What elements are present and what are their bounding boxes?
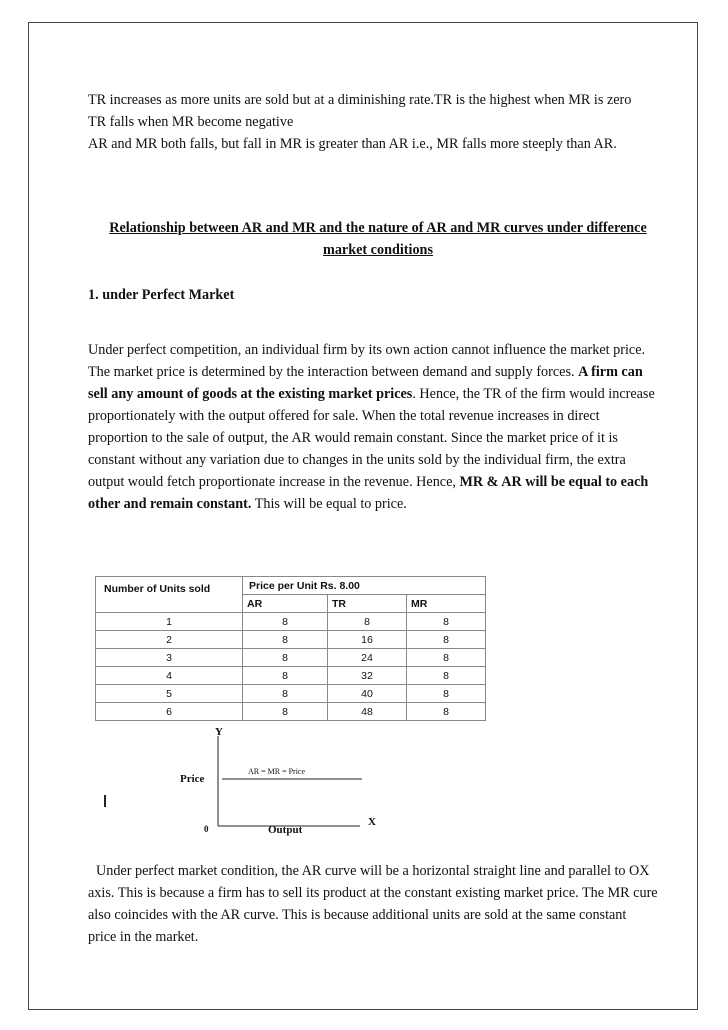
body-part-3: This will be equal to price. <box>251 496 407 512</box>
table-row <box>96 631 486 649</box>
table-cell: 8 <box>407 667 486 685</box>
table-cell: 8 <box>243 703 328 721</box>
intro-text <box>88 89 658 155</box>
header-tr: TR <box>328 595 407 613</box>
body-part-1: Under perfect competition, an individual firm by its own action cannot influence the market price. The market price is determined by the interaction between demand and supply forces. <box>88 342 646 380</box>
body-part-2: . Hence, the TR of the firm would increase proportionately with the output offered for sale. When the total revenue increases in direct proportion to the sale of output, the AR would remain constant. Since the market price of it is constant without any variation due to changes in the units sold by the individual firm, the extra output would fetch proportionate increase in the revenue. Hence, <box>88 386 655 490</box>
body-bold-1: A firm can sell any amount of goods at the existing market prices <box>88 364 643 402</box>
bottom-text: Under perfect market condition, the AR curve will be a horizontal straight line and parallel to OX axis. This is because a firm has to sell its product at the constant existing market price. The MR cure also coincides with the AR curve. This is because additional units are sold at the same constant price in the market. <box>88 863 658 945</box>
origin-label: 0 <box>204 824 209 834</box>
table-cell: 8 <box>407 631 486 649</box>
units-table <box>95 576 486 721</box>
table-row <box>96 703 486 721</box>
table-cell: 48 <box>328 703 407 721</box>
intro-line-2: TR falls when MR become negative <box>88 114 294 130</box>
table-cell: 8 <box>328 613 407 631</box>
intro-line-1: TR increases as more units are sold but at a diminishing rate.TR is the highest when MR is zero <box>88 92 632 108</box>
price-label: Price <box>180 773 205 785</box>
table-cell: 2 <box>96 631 243 649</box>
output-label: Output <box>268 824 303 836</box>
table-cell: 8 <box>243 613 328 631</box>
table-cell: 8 <box>243 667 328 685</box>
x-axis-label: X <box>368 816 376 828</box>
table-row <box>96 667 486 685</box>
table-row <box>96 613 486 631</box>
header-ar: AR <box>243 595 328 613</box>
table-cell: 6 <box>96 703 243 721</box>
body-bold-2: MR & AR will be equal to each other and remain constant. <box>88 474 649 512</box>
table-cell: 1 <box>96 613 243 631</box>
text-cursor-mark <box>104 795 106 807</box>
table-cell: 8 <box>407 613 486 631</box>
table-cell: 24 <box>328 649 407 667</box>
table-cell: 8 <box>243 631 328 649</box>
units-table-wrapper <box>95 576 486 721</box>
y-axis-label: Y <box>215 726 223 738</box>
table-body <box>96 613 486 721</box>
table-cell: 32 <box>328 667 407 685</box>
header-price-per-unit: Price per Unit Rs. 8.00 <box>243 577 486 595</box>
ar-mr-graph <box>170 728 400 843</box>
body-paragraph <box>88 339 658 515</box>
sub-heading: 1. under Perfect Market <box>88 287 235 303</box>
table-cell: 8 <box>407 703 486 721</box>
header-mr: MR <box>407 595 486 613</box>
table-cell: 8 <box>243 685 328 703</box>
table-cell: 8 <box>407 649 486 667</box>
bottom-paragraph <box>88 860 658 948</box>
table-cell: 8 <box>243 649 328 667</box>
table-row <box>96 685 486 703</box>
table-cell: 16 <box>328 631 407 649</box>
line-label: AR = MR = Price <box>248 767 306 776</box>
header-units-sold: Number of Units sold <box>96 577 243 613</box>
table-cell: 40 <box>328 685 407 703</box>
intro-line-3: AR and MR both falls, but fall in MR is greater than AR i.e., MR falls more steeply than AR. <box>88 136 617 152</box>
table-cell: 8 <box>407 685 486 703</box>
table-row <box>96 649 486 667</box>
table-cell: 5 <box>96 685 243 703</box>
table-cell: 4 <box>96 667 243 685</box>
section-heading: Relationship between AR and MR and the nature of AR and MR curves under difference market conditions <box>109 220 647 258</box>
table-cell: 3 <box>96 649 243 667</box>
